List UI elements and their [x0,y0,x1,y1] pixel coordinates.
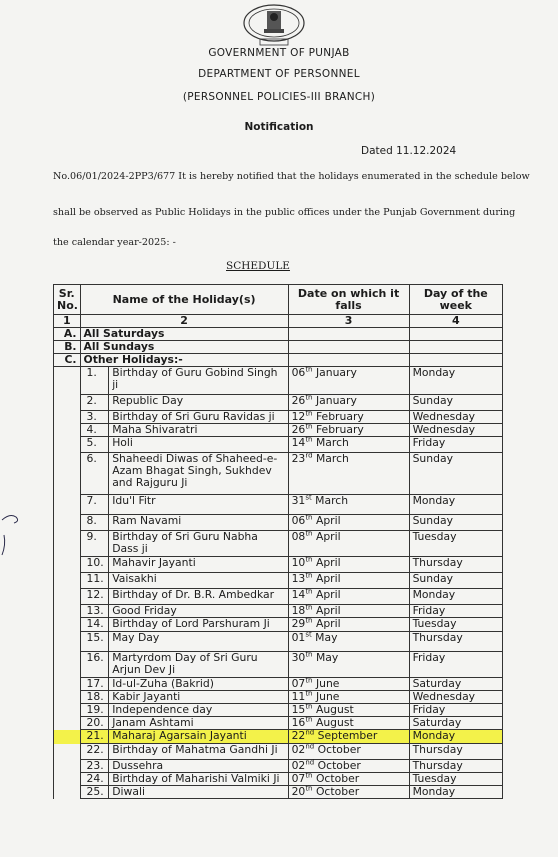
holiday-row [54,453,503,495]
date-month: March [315,436,349,449]
holiday-row [54,395,503,411]
holiday-number: 12. [80,589,109,605]
holiday-row [54,717,503,730]
date-ordinal-suffix: th [305,409,313,418]
holiday-date [288,453,409,495]
section-row [54,341,503,354]
holiday-name: Birthday of Mahatma Gandhi Ji [109,744,288,760]
holiday-number: 8. [80,515,109,531]
holiday-row [54,557,503,573]
section-label: All Sundays [80,341,288,354]
date-day: 06 [291,514,306,527]
date-day: 11 [291,690,306,703]
holiday-name: May Day [109,632,288,652]
date-ordinal-suffix: th [305,529,313,538]
date-day: 10 [291,556,306,569]
holiday-row [54,691,503,704]
handwritten-margin-mark [0,505,30,565]
holiday-name: Martyrdom Day of Sri Guru Arjun Dev Ji [109,652,288,678]
schedule-title: SCHEDULE [226,260,290,272]
date-day: 13 [291,572,306,585]
holiday-name: Dussehra [109,760,288,773]
holiday-weekday: Tuesday [409,773,502,786]
date-day: 31 [291,494,306,507]
date-month: August [315,716,354,729]
holiday-number: 4. [80,424,109,437]
date-day: 26 [291,394,306,407]
date-day: 14 [291,588,306,601]
holiday-number: 2. [80,395,109,411]
holiday-row [54,573,503,589]
date-day: 29 [291,617,306,630]
col-number: 4 [409,315,502,328]
date-ordinal-suffix: th [305,676,313,685]
holiday-name: Birthday of Guru Gobind Singh ji [109,367,288,395]
header-government: GOVERNMENT OF PUNJAB [208,47,350,59]
holiday-weekday: Friday [409,652,502,678]
date-month: March [315,452,349,465]
holiday-number: 7. [80,495,109,515]
date-month: April [315,617,341,630]
holiday-date [288,730,409,744]
holiday-name: Birthday of Maharishi Valmiki Ji [109,773,288,786]
holiday-number: 10. [80,557,109,573]
date-ordinal-suffix: nd [305,758,315,767]
date-ordinal-suffix: th [305,603,313,612]
holiday-number: 16. [80,652,109,678]
date-day: 14 [291,436,306,449]
holiday-date [288,437,409,453]
holiday-number: 15. [80,632,109,652]
holiday-weekday: Thursday [409,760,502,773]
date-ordinal-suffix: th [305,365,313,374]
date-month: May [315,631,338,644]
holiday-date [288,557,409,573]
date-day: 07 [291,677,306,690]
holiday-number: 3. [80,411,109,424]
holiday-name: Maharaj Agarsain Jayanti [109,730,288,744]
header-branch: (PERSONNEL POLICIES-III BRANCH) [182,91,376,103]
paragraph-line-3: the calendar year-2025: - [53,237,176,248]
holiday-date [288,632,409,652]
holiday-weekday: Sunday [409,453,502,495]
holiday-row [54,515,503,531]
holiday-date [288,744,409,760]
holiday-row [54,367,503,395]
date-month: September [317,729,378,742]
date-ordinal-suffix: th [305,650,313,659]
holiday-name: Id-ul-Zuha (Bakrid) [109,678,288,691]
date-ordinal-suffix: th [305,689,313,698]
date-ordinal-suffix: th [305,784,313,793]
date-day: 08 [291,530,306,543]
date-day: 18 [291,604,306,617]
date-ordinal-suffix: th [305,555,313,564]
holiday-row [54,786,503,799]
holiday-number: 9. [80,531,109,557]
header-date: Date on which it falls [288,285,409,315]
holiday-date [288,652,409,678]
section-row [54,354,503,367]
date-ordinal-suffix: th [305,715,313,724]
holiday-name: Shaheedi Diwas of Shaheed-e-Azam Bhagat Singh, Sukhdev and Rajguru Ji [109,453,288,495]
date-day: 16 [291,716,306,729]
holiday-date [288,786,409,799]
section-row [54,328,503,341]
date-month: May [315,651,339,664]
col-number: 3 [288,315,409,328]
date-ordinal-suffix: st [305,630,312,639]
date-month: October [317,743,361,756]
date-month: October [315,785,360,798]
holiday-number: 6. [80,453,109,495]
date-day: 30 [291,651,306,664]
holiday-number: 23. [80,760,109,773]
holiday-name: Diwali [109,786,288,799]
holiday-number: 18. [80,691,109,704]
date-ordinal-suffix: th [305,435,313,444]
holiday-row [54,704,503,717]
date-day: 02 [291,759,306,772]
holiday-weekday: Friday [409,704,502,717]
holiday-number: 24. [80,773,109,786]
holiday-weekday: Sunday [409,573,502,589]
date-day: 20 [291,785,306,798]
holiday-row [54,730,503,744]
holiday-name: Maha Shivaratri [109,424,288,437]
header-day: Day of the week [409,285,502,315]
holiday-weekday: Thursday [409,557,502,573]
holiday-name: Independence day [109,704,288,717]
header-holiday-name: Name of the Holiday(s) [80,285,288,315]
holiday-row [54,652,503,678]
holiday-number: 11. [80,573,109,589]
holiday-name: Birthday of Sri Guru Nabha Dass ji [109,531,288,557]
holiday-weekday: Wednesday [409,411,502,424]
holiday-weekday: Sunday [409,515,502,531]
date-month: April [315,514,341,527]
holiday-weekday: Thursday [409,744,502,760]
holiday-name: Kabir Jayanti [109,691,288,704]
date-ordinal-suffix: st [305,493,312,502]
holiday-weekday: Friday [409,437,502,453]
date-day: 12 [291,410,306,423]
date-month: March [315,494,349,507]
date-month: October [315,772,360,785]
holiday-row [54,589,503,605]
date-ordinal-suffix: nd [305,728,315,737]
holiday-date [288,367,409,395]
holiday-weekday: Saturday [409,678,502,691]
date-month: January [315,394,357,407]
holiday-weekday: Monday [409,786,502,799]
holiday-date [288,495,409,515]
holiday-name: Birthday of Dr. B.R. Ambedkar [109,589,288,605]
holiday-name: Mahavir Jayanti [109,557,288,573]
date-month: June [315,690,340,703]
date-ordinal-suffix: rd [305,451,313,460]
date-day: 07 [291,772,306,785]
holiday-row [54,605,503,618]
col-number: 2 [80,315,288,328]
section-label: Other Holidays:- [80,354,288,367]
holiday-number: 25. [80,786,109,799]
holiday-name: Republic Day [109,395,288,411]
holiday-weekday: Monday [409,589,502,605]
holiday-weekday: Saturday [409,717,502,730]
holiday-number: 14. [80,618,109,632]
date-ordinal-suffix: th [305,393,313,402]
holiday-number: 19. [80,704,109,717]
holiday-name: Good Friday [109,605,288,618]
date-month: April [315,572,341,585]
holiday-weekday: Monday [409,730,502,744]
state-emblem-icon [238,3,310,47]
date-ordinal-suffix: th [305,771,313,780]
date-ordinal-suffix: th [305,616,313,625]
date-day: 26 [291,423,306,436]
date-ordinal-suffix: th [305,587,313,596]
date-month: April [315,588,341,601]
holiday-row [54,632,503,652]
holiday-date [288,573,409,589]
header-sr-no: Sr. No. [54,285,81,315]
holiday-number: 20. [80,717,109,730]
holiday-number: 17. [80,678,109,691]
date-day: 23 [291,452,306,465]
date-month: April [315,604,341,617]
holiday-number: 1. [80,367,109,395]
holiday-name: Holi [109,437,288,453]
holiday-date [288,618,409,632]
holiday-name: Ram Navami [109,515,288,531]
date-day: 15 [291,703,306,716]
holiday-weekday: Friday [409,605,502,618]
holiday-date [288,515,409,531]
header-department: DEPARTMENT OF PERSONNEL [198,68,360,80]
holiday-name: Janam Ashtami [109,717,288,730]
holiday-weekday: Monday [409,495,502,515]
date-month: August [315,703,354,716]
date-ordinal-suffix: th [305,513,313,522]
date-month: January [315,366,357,379]
col-number: 1 [54,315,81,328]
paragraph-line-2: shall be observed as Public Holidays in the public offices under the Punjab Government during [53,207,516,218]
notification-title: Notification [244,121,314,133]
date-day: 01 [291,631,306,644]
holiday-row [54,744,503,760]
date-ordinal-suffix: th [305,422,313,431]
date-month: April [315,530,341,543]
column-number-row [54,315,503,328]
date-ordinal-suffix: th [305,702,313,711]
holiday-row [54,411,503,424]
date-month: October [317,759,361,772]
holiday-name: Birthday of Sri Guru Ravidas ji [109,411,288,424]
section-label: All Saturdays [80,328,288,341]
holiday-date [288,395,409,411]
holiday-row [54,773,503,786]
date-day: 06 [291,366,306,379]
holiday-schedule-table [53,284,503,799]
holiday-number: 13. [80,605,109,618]
date-day: 02 [291,743,306,756]
holiday-number: 21. [80,730,109,744]
holiday-weekday: Wednesday [409,691,502,704]
holiday-row [54,760,503,773]
holiday-weekday: Wednesday [409,424,502,437]
holiday-weekday: Tuesday [409,618,502,632]
holiday-weekday: Monday [409,367,502,395]
holiday-row [54,531,503,557]
holiday-row [54,495,503,515]
date-ordinal-suffix: th [305,571,313,580]
holiday-date [288,531,409,557]
date-day: 22 [291,729,306,742]
holiday-name: Birthday of Lord Parshuram Ji [109,618,288,632]
holiday-name: Idu'l Fitr [109,495,288,515]
section-letter: B. [54,341,81,354]
holiday-name: Vaisakhi [109,573,288,589]
holiday-weekday: Thursday [409,632,502,652]
date-ordinal-suffix: nd [305,742,315,751]
section-letter: A. [54,328,81,341]
holiday-number: 5. [80,437,109,453]
date-month: February [315,423,364,436]
holiday-number: 22. [80,744,109,760]
holiday-row [54,618,503,632]
holiday-row [54,678,503,691]
date-month: April [315,556,341,569]
holiday-weekday: Sunday [409,395,502,411]
holiday-date [288,589,409,605]
table-header-row [54,285,503,315]
holiday-row [54,424,503,437]
holiday-weekday: Tuesday [409,531,502,557]
holiday-row [54,437,503,453]
date-month: February [315,410,364,423]
date-line: Dated 11.12.2024 [361,145,457,157]
date-month: June [315,677,340,690]
paragraph-line-1: No.06/01/2024-2PP3/677 It is hereby notified that the holidays enumerated in the schedule below [53,171,530,182]
section-letter: C. [54,354,81,367]
